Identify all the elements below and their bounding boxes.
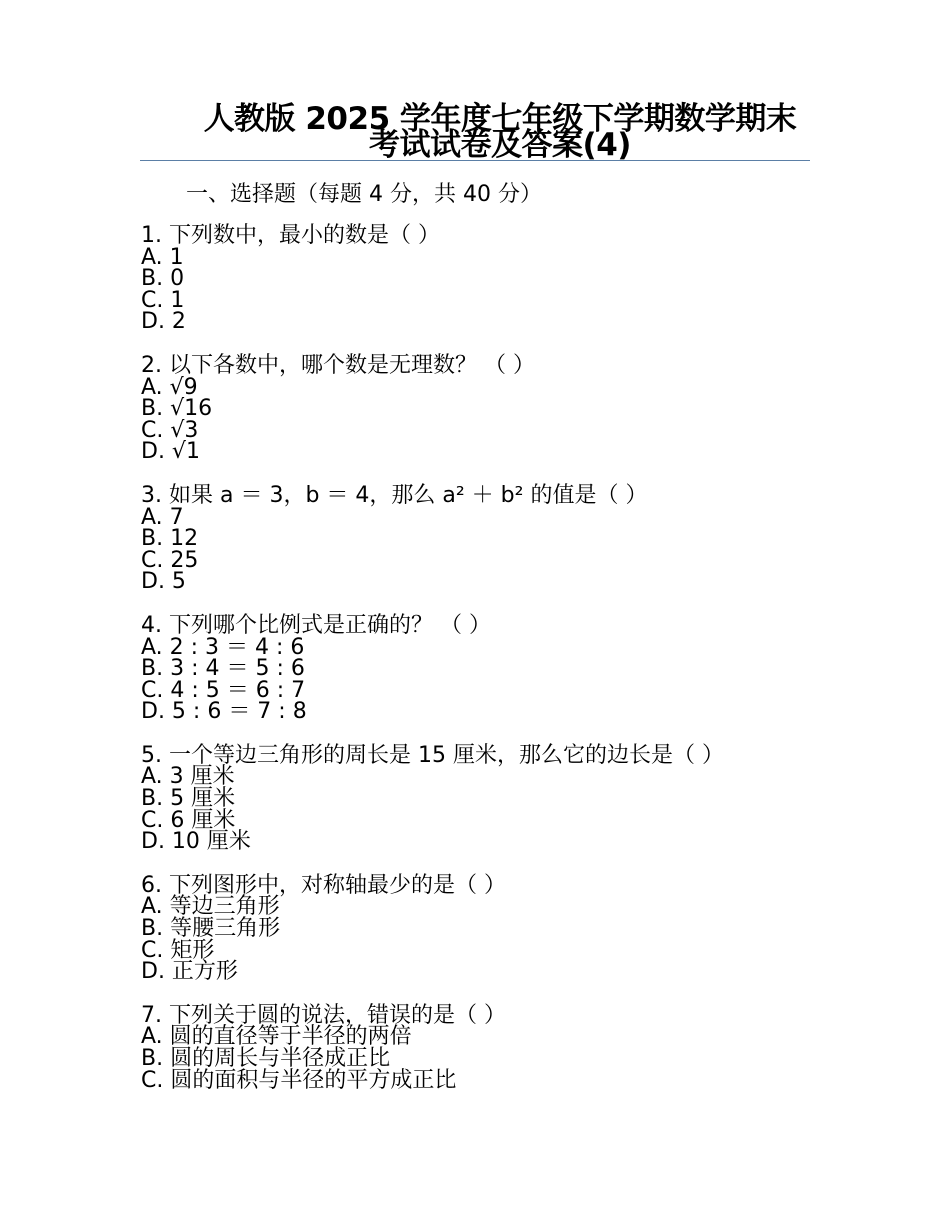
section-heading: 一、选择题（每题 4 分，共 40 分） <box>186 182 542 207</box>
option-d: D. 正方形 <box>141 959 238 985</box>
option-b: B. 等腰三角形 <box>141 916 281 942</box>
question-stem: 6. 下列图形中，对称轴最少的是（ ） <box>141 872 506 898</box>
option-b: B. 3 : 4 ＝ 5 : 6 <box>141 656 305 682</box>
option-c: C. 矩形 <box>141 937 215 963</box>
option-a: A. 圆的直径等于半径的两倍 <box>141 1024 412 1050</box>
question-stem: 2. 以下各数中，哪个数是无理数？ （ ） <box>141 352 535 378</box>
title-underline <box>140 160 810 161</box>
question-stem: 1. 下列数中，最小的数是（ ） <box>141 223 440 248</box>
option-a: A. √9 <box>141 374 198 400</box>
option-d: D. 2 <box>141 309 186 335</box>
question-stem: 5. 一个等边三角形的周长是 15 厘米，那么它的边长是（ ） <box>141 742 724 768</box>
option-a: A. 等边三角形 <box>141 894 280 920</box>
option-c: C. 6 厘米 <box>141 807 236 833</box>
option-b: B. 5 厘米 <box>141 786 236 812</box>
option-c: C. 圆的面积与半径的平方成正比 <box>141 1067 457 1093</box>
option-b: B. 12 <box>141 526 199 552</box>
question-2 <box>141 352 811 465</box>
option-b: B. 0 <box>141 266 185 292</box>
option-b: B. 圆的周长与半径成正比 <box>141 1046 391 1071</box>
option-c: C. √3 <box>141 417 199 443</box>
option-d: D. 5 : 6 ＝ 7 : 8 <box>141 699 307 725</box>
option-d: D. √1 <box>141 439 200 465</box>
option-c: C. 25 <box>141 547 199 573</box>
option-a: A. 3 厘米 <box>141 764 235 790</box>
question-5 <box>141 742 811 855</box>
option-a: A. 1 <box>141 244 184 270</box>
question-stem: 4. 下列哪个比例式是正确的？ （ ） <box>141 612 491 638</box>
question-6 <box>141 872 811 985</box>
question-7 <box>141 1002 811 1093</box>
document-title: 人教版 2025 学年度七年级下学期数学期末考试试卷及答案(4) <box>203 101 797 163</box>
option-a: A. 7 <box>141 504 184 530</box>
option-b: B. √16 <box>141 396 213 422</box>
option-c: C. 4 : 5 ＝ 6 : 7 <box>141 677 306 703</box>
option-c: C. 1 <box>141 287 185 313</box>
question-stem: 7. 下列关于圆的说法，错误的是（ ） <box>141 1002 506 1028</box>
question-1 <box>141 225 811 333</box>
option-d: D. 5 <box>141 569 186 595</box>
question-stem: 3. 如果 a ＝ 3，b ＝ 4，那么 a² ＋ b² 的值是（ ） <box>141 482 648 508</box>
question-list <box>141 225 811 1113</box>
question-3 <box>141 482 811 595</box>
option-d: D. 10 厘米 <box>141 829 251 855</box>
question-4 <box>141 612 811 725</box>
option-a: A. 2 : 3 ＝ 4 : 6 <box>141 634 305 660</box>
